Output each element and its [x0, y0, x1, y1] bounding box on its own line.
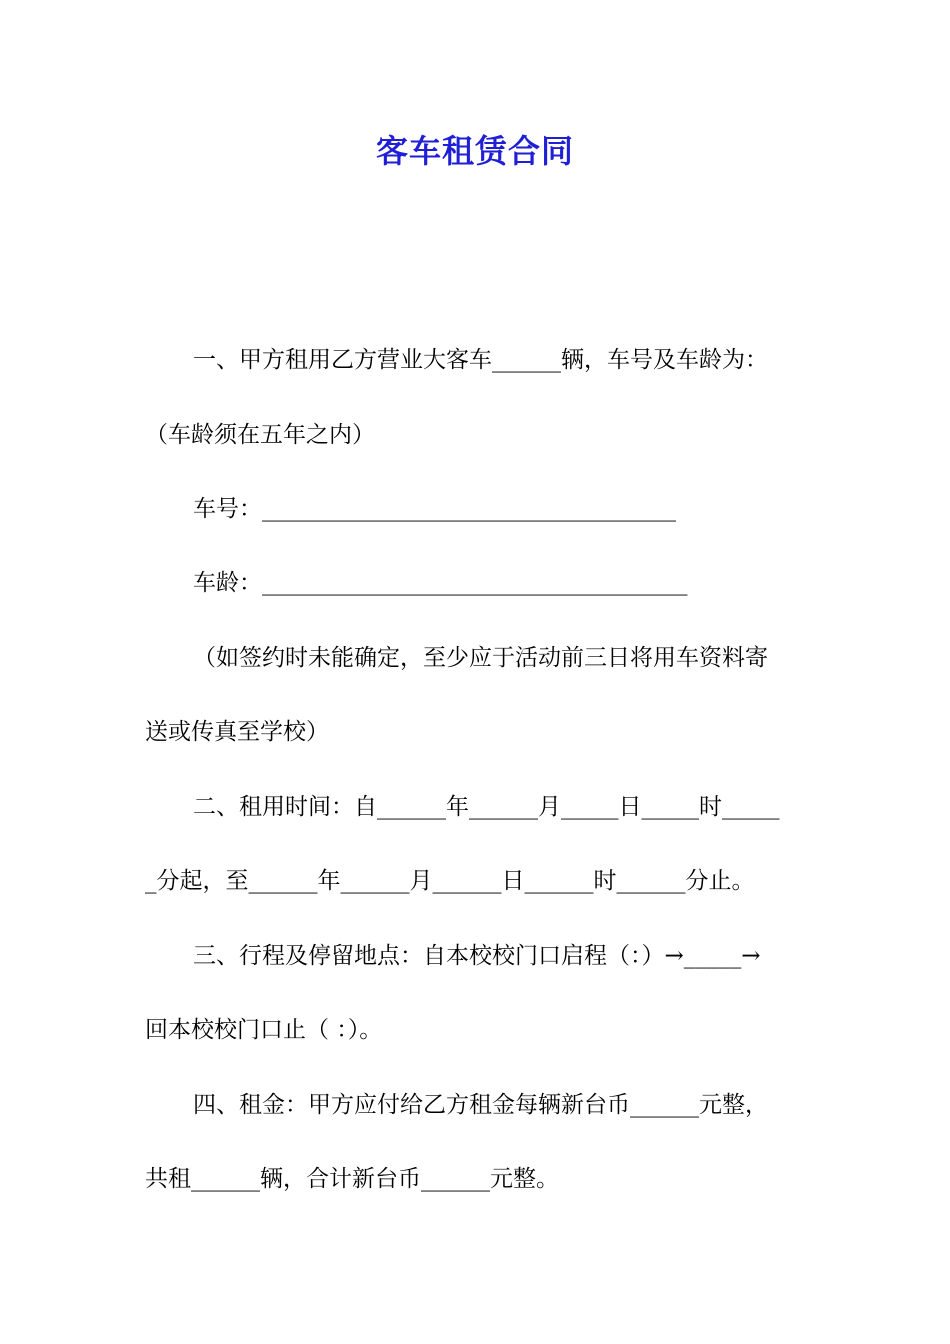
- clause-1-line-2: （车龄须在五年之内）: [145, 422, 375, 448]
- clause-1-note-line-1: （如签约时未能确定，至少应于活动前三日将用车资料寄: [193, 645, 768, 671]
- vehicle-number-field: 车号：____________________________________: [193, 496, 676, 522]
- clause-1-line-1: 一、甲方租用乙方营业大客车______辆，车号及车龄为：: [193, 347, 768, 373]
- clause-4-line-1: 四、租金：甲方应付给乙方租金每辆新台币______元整，: [193, 1092, 768, 1118]
- vehicle-age-field: 车龄：_____________________________________: [193, 570, 688, 596]
- clause-3-line-2: 回本校校门口止（ ：）。: [145, 1017, 383, 1043]
- clause-1-note-line-2: 送或传真至学校）: [145, 719, 329, 745]
- clause-2-line-1: 二、租用时间：自______年______月_____日_____时_____: [193, 794, 780, 820]
- clause-3-line-1: 三、行程及停留地点：自本校校门口启程（：）→_____→: [193, 943, 761, 969]
- clause-4-line-2: 共租______辆，合计新台币______元整。: [145, 1166, 559, 1192]
- clause-2-line-2: _分起，至______年______月______日______时______分止。: [145, 868, 755, 894]
- document-title: 客车租赁合同: [375, 132, 574, 170]
